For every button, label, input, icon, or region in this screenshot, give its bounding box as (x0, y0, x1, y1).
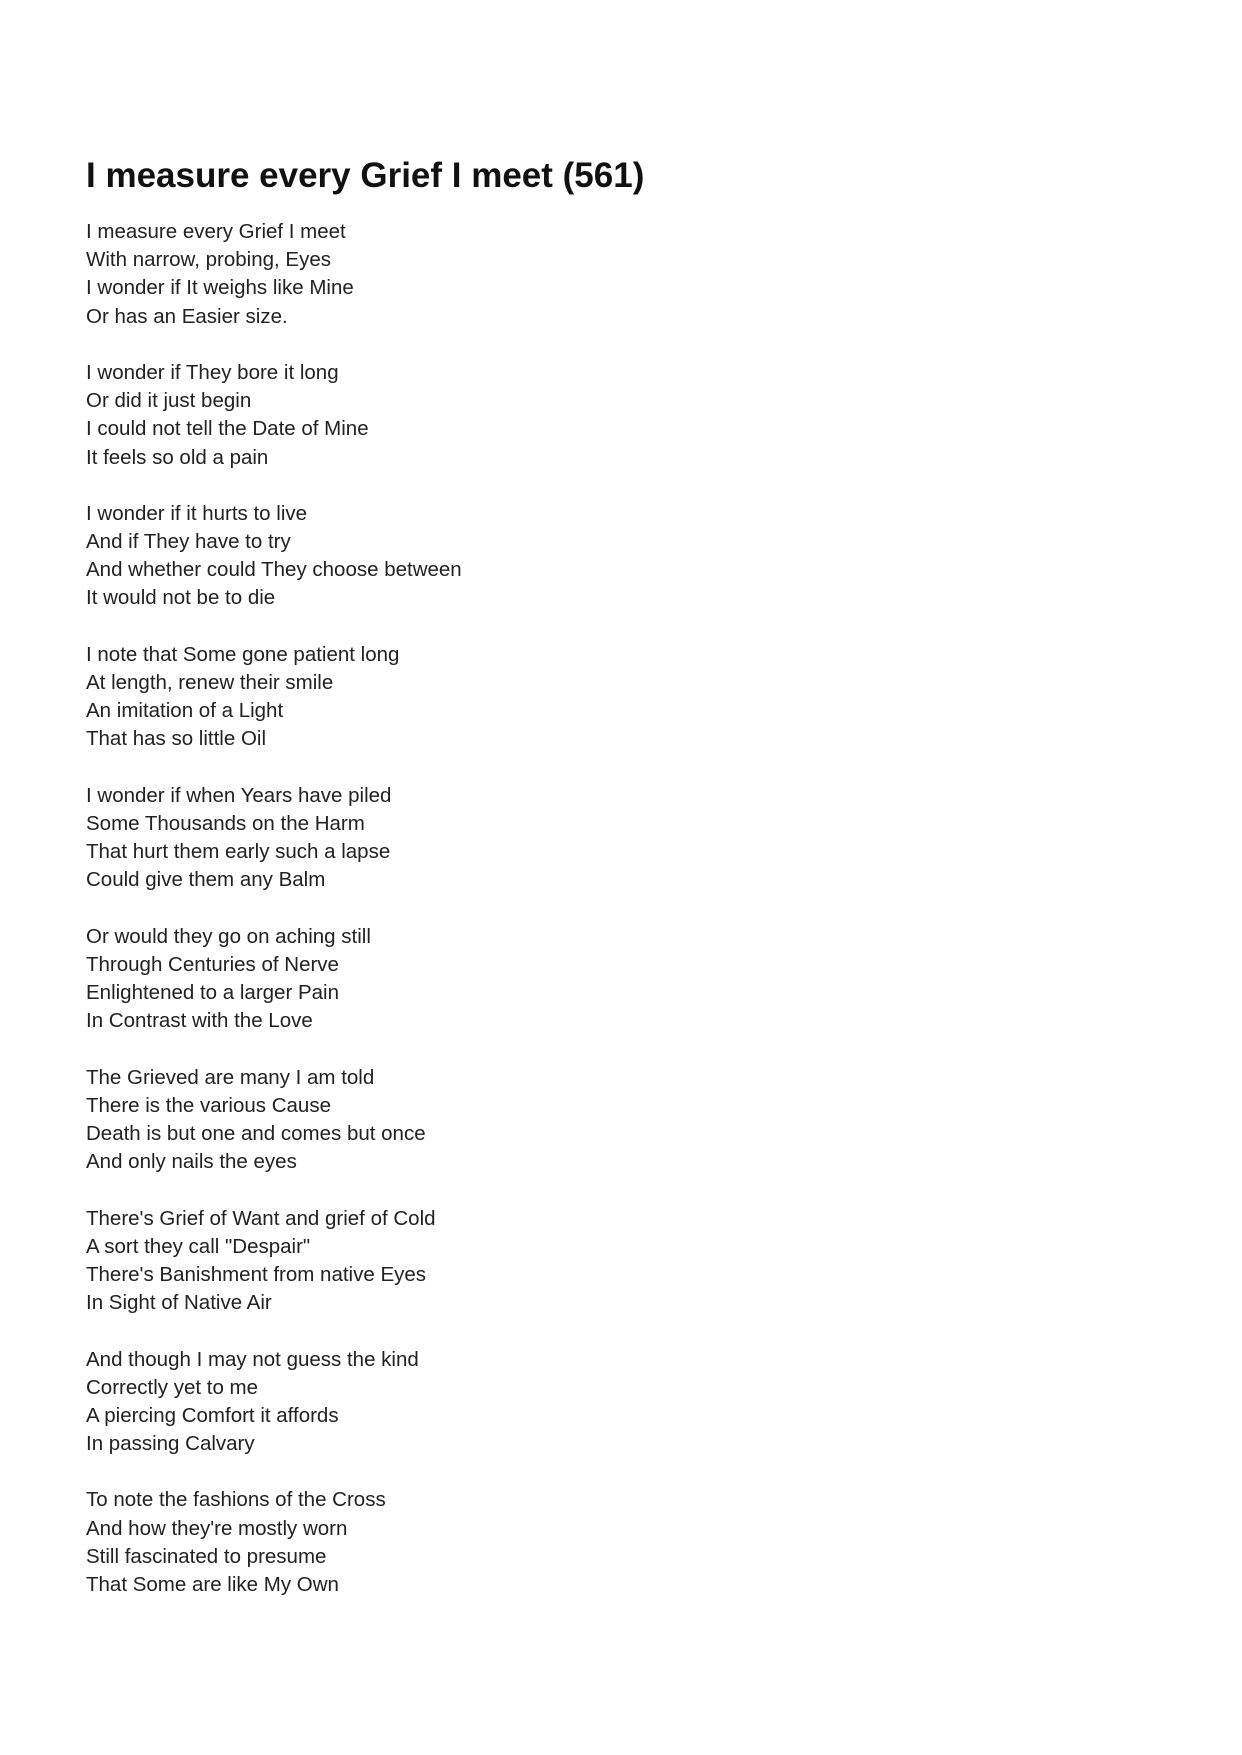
poem-line: In Sight of Native Air (86, 1291, 272, 1315)
stanza-3 (86, 500, 462, 613)
poem-line: In passing Calvary (86, 1432, 255, 1456)
poem-line: An imitation of a Light (86, 699, 284, 723)
poem-body (86, 218, 462, 1627)
poem-line: That has so little Oil (86, 727, 267, 751)
stanza-4 (86, 641, 462, 754)
poem-line: Could give them any Balm (86, 868, 326, 892)
poem-line: I wonder if it hurts to live (86, 501, 308, 525)
poem-line: I note that Some gone patient long (86, 642, 400, 666)
poem-line: That Some are like My Own (86, 1573, 339, 1596)
poem-line: Death is but one and comes but once (86, 1122, 426, 1145)
poem-line: Enlightened to a larger Pain (86, 981, 340, 1005)
poem-line: And though I may not guess the kind (86, 1347, 419, 1371)
poem-line: There's Banishment from native Eyes (86, 1262, 427, 1286)
poem-line: Or did it just begin (86, 389, 252, 413)
stanza-10 (86, 1486, 462, 1599)
poem-line: I could not tell the Date of Mine (86, 417, 369, 441)
poem-line: A piercing Comfort it affords (86, 1403, 339, 1427)
poem-line: Or would they go on aching still (86, 924, 371, 948)
poem-line: And whether could They choose between (86, 558, 462, 582)
poem-line: Still fascinated to presume (86, 1544, 327, 1568)
poem-line: At length, renew their smile (86, 671, 334, 694)
poem-line: I wonder if They bore it long (86, 360, 339, 384)
stanza-1 (86, 218, 462, 331)
stanza-2 (86, 359, 462, 472)
poem-line: Some Thousands on the Harm (86, 811, 365, 835)
poem-line: There's Grief of Want and grief of Cold (86, 1206, 436, 1230)
stanza-7 (86, 1064, 462, 1177)
poem-line: Through Centuries of Nerve (86, 952, 339, 976)
poem-line: The Grieved are many I am told (86, 1065, 375, 1089)
poem-line: In Contrast with the Love (86, 1009, 313, 1033)
poem-line: It would not be to die (86, 586, 276, 610)
poem-line: I wonder if It weighs like Mine (86, 276, 354, 300)
poem-line: Correctly yet to me (86, 1375, 259, 1399)
poem-line: It feels so old a pain (86, 445, 269, 469)
poem-line: And if They have to try (86, 530, 291, 554)
poem-line: I measure every Grief I meet (86, 220, 346, 243)
stanza-6 (86, 923, 462, 1036)
poem-line: To note the fashions of the Cross (86, 1488, 386, 1512)
poem-line: And only nails the eyes (86, 1150, 297, 1174)
poem-line: And how they're mostly worn (86, 1516, 348, 1540)
poem-line: There is the various Cause (86, 1093, 331, 1117)
stanza-8 (86, 1205, 462, 1318)
poem-line: A sort they call "Despair" (86, 1234, 311, 1258)
poem-line: I wonder if when Years have piled (86, 783, 392, 807)
stanza-5 (86, 782, 462, 895)
poem-line: Or has an Easier size. (86, 304, 288, 328)
stanza-9 (86, 1346, 462, 1459)
poem-title: I measure every Grief I meet (561) (86, 156, 645, 195)
poem-line: That hurt them early such a lapse (86, 840, 391, 864)
poem-line: With narrow, probing, Eyes (86, 248, 331, 272)
